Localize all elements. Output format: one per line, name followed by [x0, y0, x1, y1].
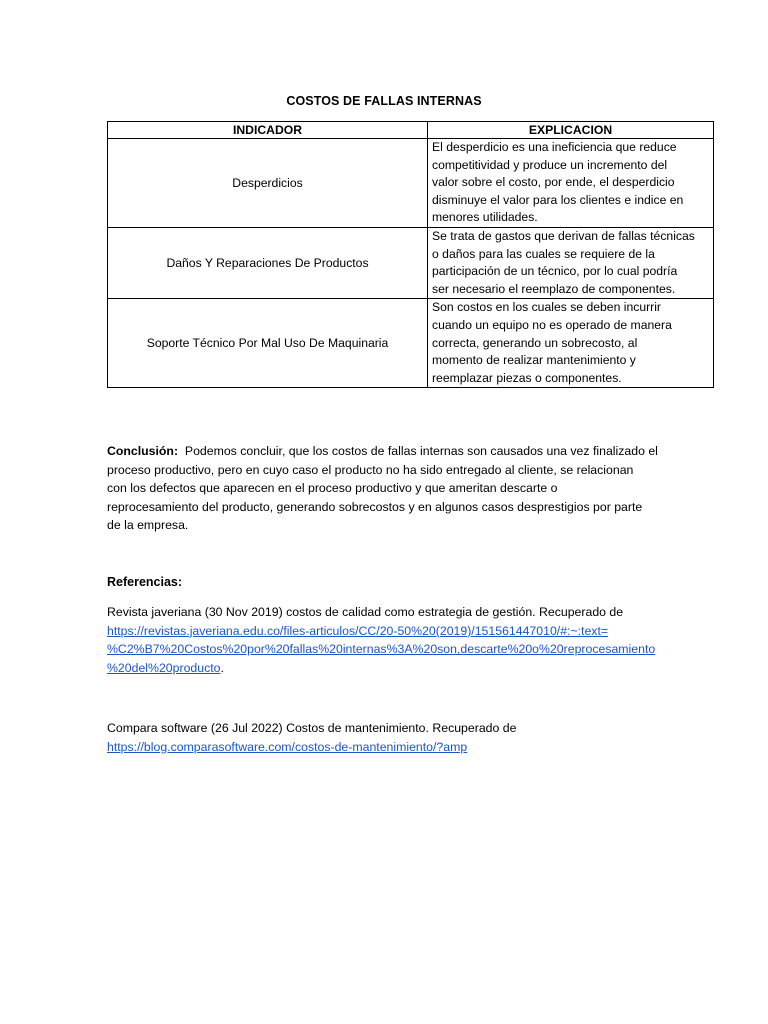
reference-link[interactable]: https://blog.comparasoftware.com/costos-de-mantenimiento/?amp: [107, 739, 468, 754]
conclusion-line: de la empresa.: [107, 518, 189, 533]
reference-item: [107, 719, 687, 756]
explanation-line: menores utilidades.: [432, 210, 538, 225]
explanation-line: correcta, generando un sobrecosto, al: [432, 335, 638, 350]
table-row: [108, 299, 714, 388]
explanation-line: o daños para las cuales se requiere de la: [432, 246, 655, 261]
row-explanation-soporte: [428, 299, 714, 388]
explanation-line: El desperdicio es una ineficiencia que reduce: [432, 140, 677, 154]
conclusion-line: Podemos concluir, que los costos de fallas internas son causados una vez finalizado el: [178, 444, 658, 458]
references-heading: Referencias:: [107, 575, 183, 589]
reference-link[interactable]: %20del%20producto: [107, 660, 221, 675]
explanation-line: cuando un equipo no es operado de manera: [432, 317, 672, 332]
reference-item: [107, 603, 687, 677]
reference-link[interactable]: %C2%B7%20Costos%20por%20fallas%20internas%3A%20son,descarte%20o%20reprocesamiento: [107, 642, 656, 657]
row-explanation-danos: [428, 227, 714, 298]
header-indicador: INDICADOR: [108, 122, 428, 139]
document-title: COSTOS DE FALLAS INTERNAS: [286, 94, 482, 108]
explanation-line: participación de un técnico, por lo cual podría: [432, 264, 678, 279]
row-indicator-desperdicios: Desperdicios: [108, 139, 428, 228]
explanation-line: disminuye el valor para los clientes e indice en: [432, 192, 684, 207]
explanation-line: Se trata de gastos que derivan de fallas técnicas: [432, 228, 695, 243]
header-explicacion: EXPLICACION: [428, 122, 714, 139]
explanation-line: valor sobre el costo, por ende, el desperdicio: [432, 175, 675, 190]
table-row: [108, 139, 714, 228]
conclusion-line: con los defectos que aparecen en el proceso productivo y que ameritan descarte o: [107, 481, 558, 496]
row-explanation-desperdicios: [428, 139, 714, 228]
reference-text: Compara software (26 Jul 2022) Costos de mantenimiento. Recuperado de: [107, 721, 517, 735]
conclusion-line: reprocesamiento del producto, generando sobrecostos y en algunos casos desprestigios por parte: [107, 499, 643, 514]
explanation-line: competitividad y produce un incremento del: [432, 157, 668, 172]
explanation-line: Son costos en los cuales se deben incurrir: [432, 300, 661, 315]
reference-trailing: .: [220, 660, 224, 675]
row-indicator-danos: Daños Y Reparaciones De Productos: [108, 227, 428, 298]
reference-text: Revista javeriana (30 Nov 2019) costos de calidad como estrategia de gestión. Recuperado de: [107, 605, 624, 619]
row-indicator-soporte: Soporte Técnico Por Mal Uso De Maquinaria: [108, 299, 428, 388]
indicators-table: [107, 121, 714, 388]
table-header-row: [108, 122, 714, 139]
explanation-line: momento de realizar mantenimiento y: [432, 353, 636, 368]
conclusion-paragraph: [107, 442, 667, 535]
conclusion-line: proceso productivo, pero en cuyo caso el producto no ha sido entregado al cliente, se relacionan: [107, 462, 634, 477]
table-row: [108, 227, 714, 298]
conclusion-label: Conclusión:: [107, 444, 179, 458]
reference-link[interactable]: https://revistas.javeriana.edu.co/files-articulos/CC/20-50%20(2019)/151561447010/#:~:text=: [107, 623, 609, 638]
explanation-line: reemplazar piezas o componentes.: [432, 370, 622, 385]
explanation-line: ser necesario el reemplazo de componentes.: [432, 281, 676, 296]
